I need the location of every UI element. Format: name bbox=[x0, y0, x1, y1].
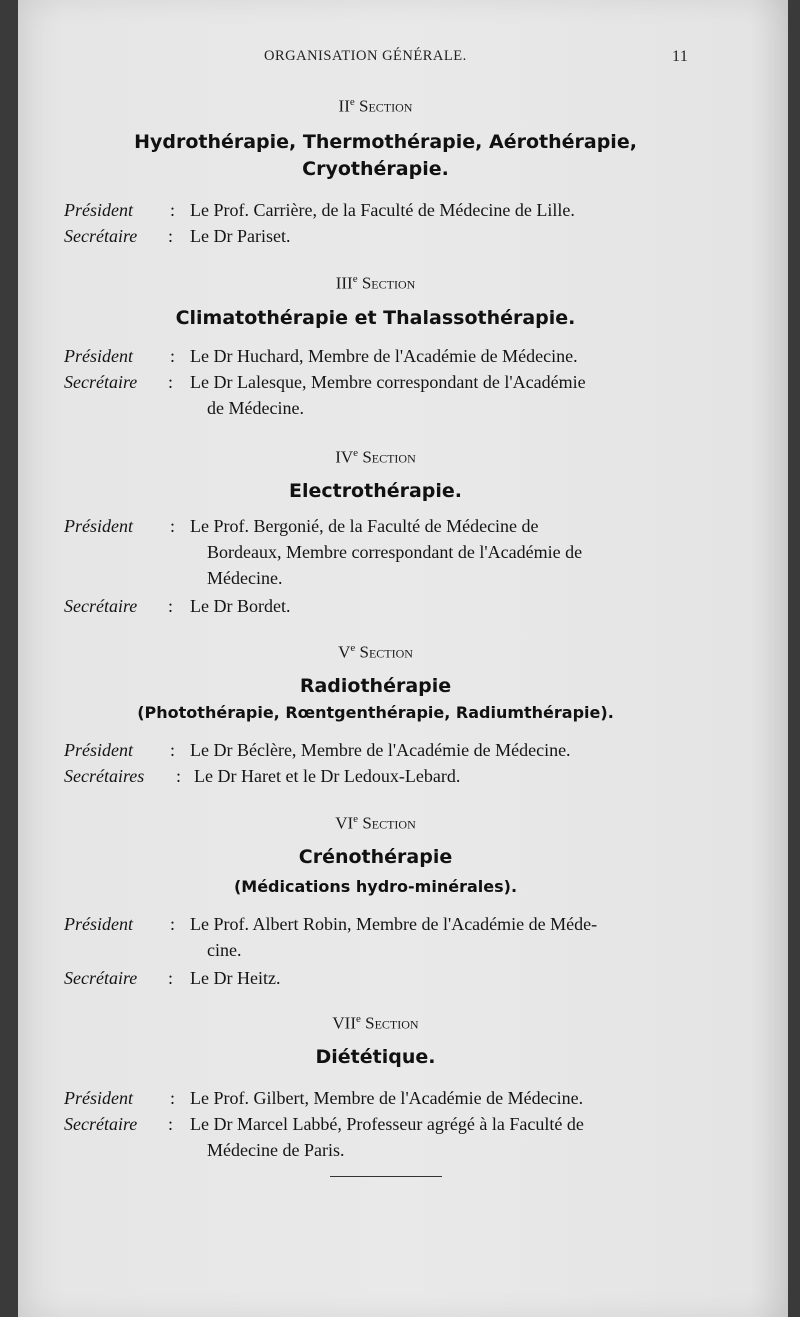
officer-role: Président bbox=[64, 516, 133, 536]
section-label: IIe Section bbox=[338, 96, 413, 116]
section-heading: Diététique. bbox=[315, 1046, 436, 1068]
officer-text: cine. bbox=[207, 940, 242, 960]
officer-text: Le Dr Lalesque, Membre correspondant de l'Académie bbox=[190, 372, 586, 392]
section-label: IIIe Section bbox=[335, 273, 416, 293]
officer-role: Secrétaire bbox=[64, 1114, 138, 1134]
officer-text: Bordeaux, Membre correspondant de l'Académie de bbox=[207, 542, 583, 562]
officer-text: Le Dr Heitz. bbox=[190, 968, 281, 988]
officer-role: Président bbox=[64, 914, 133, 934]
officer-role: Secrétaires bbox=[64, 766, 145, 786]
officer-role: Secrétaire bbox=[64, 372, 138, 392]
officer-role: Président bbox=[64, 740, 133, 760]
officer-text: Le Dr Pariset. bbox=[190, 226, 291, 246]
officer-text: Le Dr Béclère, Membre de l'Académie de Médecine. bbox=[190, 740, 571, 760]
officer-text: Le Prof. Albert Robin, Membre de l'Académie de Méde- bbox=[190, 914, 598, 934]
officer-text: Le Dr Haret et le Dr Ledoux-Lebard. bbox=[194, 766, 461, 786]
section-heading-continued: Cryothérapie. bbox=[302, 158, 449, 180]
officer-text: Le Dr Bordet. bbox=[190, 596, 291, 616]
section-heading: Hydrothérapie, Thermothérapie, Aérothérapie, bbox=[134, 131, 637, 153]
section-heading: Crénothérapie bbox=[298, 846, 453, 868]
officer-role: Président bbox=[64, 200, 133, 220]
page-number: 11 bbox=[672, 48, 689, 65]
officer-text: Le Prof. Gilbert, Membre de l'Académie de Médecine. bbox=[190, 1088, 584, 1108]
document-page: ORGANISATION GÉNÉRALE. 11 IIe Section Hydrothérapie, Thermothérapie, Aérothérapie, Cryothérapie. Président : Le Prof. Carrière, de la Faculté de Médecine de Lille. Secrétaire : Le Dr Pariset. IIIe Section Climatothérapie et Thalassothérapie. Président : Le Dr Huchard, Membre de l'Académie de Médecine. Secrétaire : Le Dr Lalesque, Membre correspondant de l'Académie de Médecine. IVe Section Electrothérapie. Président : Le Prof. Bergonié, de la Faculté de Médecine de Bordeaux, Membre correspondant de l'Académie de Médecine. Secrétaire : Le Dr Bordet. Ve Section Radiothérapie (Photothérapie, Rœntgenthérapie, Radiumthérapie). Président : Le Dr Béclère, Membre de l'Académie de Médecine. Secrétaires : Le Dr Haret et le Dr Ledoux-Lebard. VIe Section Crénothérapie (Médications hydro-minérales). Président : Le Prof. Albert Robin, Membre de l'Académie de Méde- cine. Secrétaire : Le Dr Heitz. VIIe Section Diététique. Président : Le Prof. Gilbert, Membre de l'Académie de Médecine. Secrétaire : Le Dr Marcel Labbé, Professeur agrégé à la Faculté de Médecine de Paris. bbox=[18, 0, 788, 1317]
officer-text: Le Dr Marcel Labbé, Professeur agrégé à la Faculté de bbox=[190, 1114, 584, 1134]
section-label: Ve Section bbox=[338, 642, 413, 662]
running-head bbox=[18, 48, 788, 72]
section-heading: Climatothérapie et Thalassothérapie. bbox=[175, 307, 576, 329]
running-head-title: ORGANISATION GÉNÉRALE. bbox=[264, 48, 467, 64]
officer-text: Le Prof. Carrière, de la Faculté de Médecine de Lille. bbox=[190, 200, 575, 220]
officer-role: Secrétaire bbox=[64, 226, 138, 246]
officer-role: Secrétaire bbox=[64, 968, 138, 988]
section-label: IVe Section bbox=[335, 447, 416, 467]
section-subheading: (Médications hydro-minérales). bbox=[233, 877, 518, 896]
closing-rule bbox=[330, 1176, 442, 1177]
officer-role: Président bbox=[64, 346, 133, 366]
officer-text: Le Dr Huchard, Membre de l'Académie de Médecine. bbox=[190, 346, 578, 366]
officer-text: Médecine de Paris. bbox=[207, 1140, 345, 1160]
officer-role: Président bbox=[64, 1088, 133, 1108]
section-heading: Radiothérapie bbox=[299, 675, 452, 697]
section-subheading: (Photothérapie, Rœntgenthérapie, Radiumthérapie). bbox=[137, 703, 614, 722]
section-label: VIIe Section bbox=[332, 1013, 419, 1033]
officer-text: Le Prof. Bergonié, de la Faculté de Médecine de bbox=[190, 516, 539, 536]
section-heading: Electrothérapie. bbox=[288, 480, 463, 502]
section-label: VIe Section bbox=[335, 813, 416, 833]
officer-text: de Médecine. bbox=[207, 398, 304, 418]
officer-text: Médecine. bbox=[207, 568, 283, 588]
officer-role: Secrétaire bbox=[64, 596, 138, 616]
